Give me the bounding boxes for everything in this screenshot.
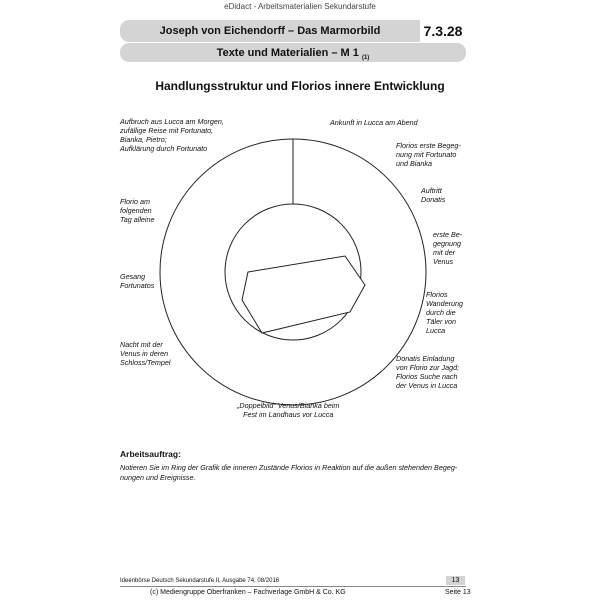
- label-doppelbild: „Doppelbild“ Venus/Bianka beim Fest im Landhaus vor Lucca: [237, 401, 340, 419]
- page-number-badge: 13: [446, 576, 465, 585]
- document-title: Joseph von Eichendorff – Das Marmorbild: [159, 25, 381, 37]
- label-einladung: Donatis Einladung von Florio zur Jagd; Florios Suche nach der Venus in Lucca: [396, 354, 460, 390]
- label-erste-begegnung: Florios erste Begeg- nung mit Fortunato und Bianka: [396, 141, 461, 168]
- label-nacht: Nacht mit der Venus in deren Schloss/Tempel: [120, 340, 171, 367]
- footer-rule: [120, 586, 466, 587]
- marble-block-shape: [242, 256, 365, 333]
- task-heading: Arbeitsauftrag:: [120, 449, 181, 459]
- footer-copyright: (c) Mediengruppe Oberfranken – Fachverlage GmbH & Co. KG: [150, 589, 346, 596]
- label-ankunft: Ankunft in Lucca am Abend: [330, 118, 418, 127]
- label-folgender-tag: Florio am folgenden Tag alleine: [120, 197, 155, 224]
- label-venus-begegnung: erste Be- gegnung mit der Venus: [433, 230, 463, 266]
- label-aufbruch: Aufbruch aus Lucca am Morgen, zufällige Reise mit Fortunato, Bianka, Pietro; Aufklärung durch Fortunato: [120, 117, 224, 153]
- document-code: 7.3.28: [420, 20, 466, 42]
- publisher-note: eDidact - Arbeitsmaterialien Sekundarstufe: [224, 2, 376, 11]
- task-body: Notieren Sie im Ring der Grafik die inneren Zustände Florios in Reaktion auf die außen stehenden Begeg- nungen und Ereignisse.: [120, 463, 458, 482]
- document-subtitle: Texte und Materialien – M 1 $_{(1)}$: [216, 47, 370, 62]
- label-auftritt-donatis: Auftritt Donatis: [421, 186, 446, 204]
- footer-page: Seite 13: [445, 589, 471, 596]
- page-title: Handlungsstruktur und Florios innere Entwicklung: [155, 79, 445, 93]
- footer-issue: Ideenbörse Deutsch Sekundarstufe II, Ausgabe 74, 08/2016: [120, 578, 280, 584]
- label-wanderung: Florios Wanderung durch die Täler von Lucca: [426, 290, 464, 335]
- label-gesang: Gesang Fortunatos: [120, 272, 155, 290]
